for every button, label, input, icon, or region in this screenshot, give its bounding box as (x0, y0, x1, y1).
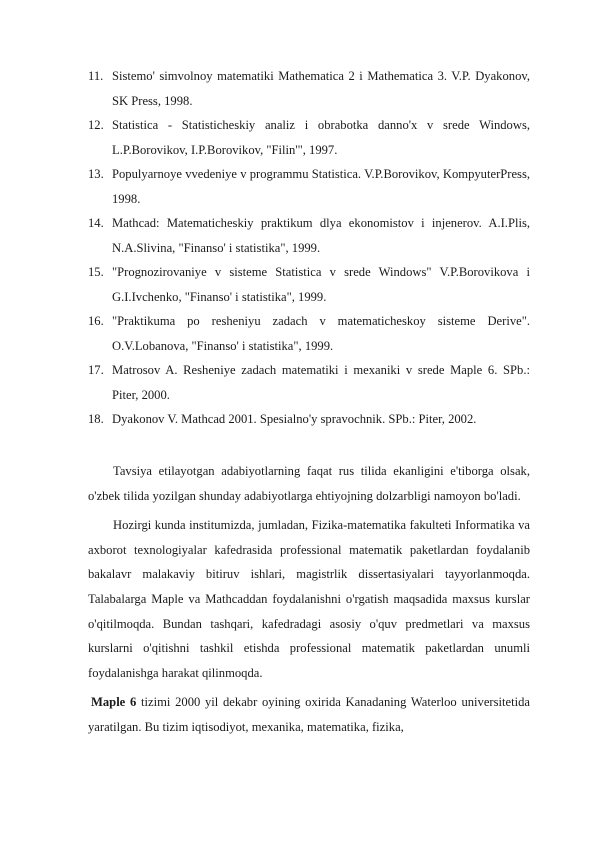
paragraph-maple (88, 690, 530, 739)
body-text (88, 459, 530, 740)
maple-title: Maple 6 (91, 695, 137, 710)
reference-item (88, 309, 530, 358)
reference-number: 14. (88, 216, 104, 230)
reference-item (88, 407, 530, 432)
reference-number: 11. (88, 69, 104, 83)
reference-number: 16. (88, 314, 104, 328)
reference-item (88, 260, 530, 309)
reference-item (88, 211, 530, 260)
reference-item (88, 358, 530, 407)
reference-number: 13. (88, 167, 104, 181)
reference-item (88, 162, 530, 211)
reference-item (88, 64, 530, 113)
reference-text: Mathcad: Matematicheskiy praktikum dlya ekonomistov i injenerov. A.I.Plis, N.A.Slivina, "Finanso' i statistika", 1999. (112, 216, 530, 255)
reference-text: Statistica - Statisticheskiy analiz i obrabotka danno'x v srede Windows, L.P.Borovikov, I.P.Borovikov, "Filin'", 1997. (112, 118, 530, 157)
reference-text: Populyarnoye vvedeniye v programmu Statistica. V.P.Borovikov, KompyuterPress, 1998. (112, 167, 530, 206)
reference-text: "Praktikuma po resheniyu zadach v matematicheskoy sisteme Derive". O.V.Lobanova, "Finanso' i statistika", 1999. (112, 314, 530, 353)
reference-number: 12. (88, 118, 104, 132)
reference-item (88, 113, 530, 162)
maple-description: tizimi 2000 yil dekabr oyining oxirida Kanadaning Waterloo universitetida yaratilgan. Bu tizim iqtisodiyot, mexanika, matematika, fizika, (88, 695, 530, 734)
reference-text: Matrosov A. Resheniye zadach matematiki i mexaniki v srede Maple 6. SPb.: Piter, 2000. (112, 363, 530, 402)
reference-number: 18. (88, 412, 104, 426)
paragraph-russian-literature: Tavsiya etilayotgan adabiyotlarning faqat rus tilida ekanligini e'tiborga olsak, o'zbek tilida yozilgan shunday adabiyotlarga ehtiyojning dolzarbligi namoyon bo'ladi. (88, 464, 530, 503)
paragraph-institute: Hozirgi kunda institumizda, jumladan, Fizika-matematika fakulteti Informatika va axborot texnologiyalar kafedrasida professional matematik paketlardan foydalanib bakalavr malakaviy bitiruv ishlari, magistrlik dissertasiyalari tayyorlanmoqda. Talabalarga Maple va Mathcaddan foydalanishni o'rgatish maqsadida maxsus kurslar o'qitilmoqda. Bundan tashqari, kafedradagi asosiy o'quv predmetlari va maxsus kurslarni o'qitishni tashkil etishda professional matematik paketlardan unumli foydalanishga harakat qilinmoqda. (88, 518, 530, 680)
reference-number: 17. (88, 363, 104, 377)
reference-number: 15. (88, 265, 104, 279)
reference-text: "Prognozirovaniye v sisteme Statistica v srede Windows" V.P.Borovikova i G.I.Ivchenko, "Finanso' i statistika", 1999. (112, 265, 530, 304)
reference-text: Dyakonov V. Mathcad 2001. Spesialno'y spravochnik. SPb.: Piter, 2002. (112, 412, 477, 426)
reference-text: Sistemo' simvolnoy matematiki Mathematica 2 i Mathematica 3. V.P. Dyakonov, SK Press, 1998. (112, 69, 530, 108)
reference-list (88, 64, 530, 432)
